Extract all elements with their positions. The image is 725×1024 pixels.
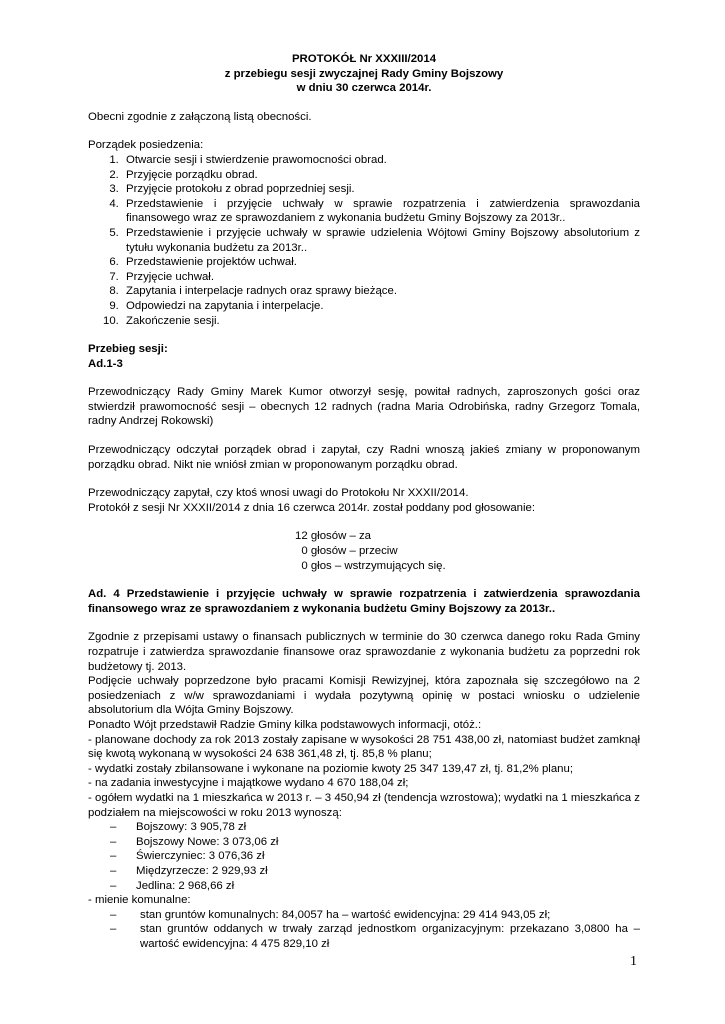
ad4-paragraph-commission: Podjęcie uchwały poprzedzone było pracami Komisji Rewizyjnej, która zapoznała się szczegółowo na 2 posiedzeniach z w/w sprawozdaniami i wydała pozytywną opinię w postaci wniosku o udzielenie absolutorium dla Wójta Gminy Bojszowy. [88,675,640,717]
ad4-investments: - na zadania inwestycyjne i majątkowe wydano 4 670 188,04 zł; [88,777,409,790]
property-list [88,908,640,952]
agenda-item: 6. Przedstawienie projektów uchwał. [122,255,640,270]
vote-against: 0 głosów – przeciw [295,545,398,558]
list-item: – Bojszowy Nowe: 3 073,06 zł [110,835,279,848]
vote-results [295,529,640,573]
agenda-item: 7. Przyjęcie uchwał. [122,270,640,285]
agenda-item: 9. Odpowiedzi na zapytania i interpelacje. [122,299,640,314]
ad4-paragraph-info: Ponadto Wójt przedstawił Radzie Gminy kilka podstawowych informacji, otóż.: [88,718,482,731]
document-page [88,52,640,951]
agenda-item: 5. Przedstawienie i przyjęcie uchwały w sprawie udzielenia Wójtowi Gminy Bojszowy absolutorium z tytułu wykonania budżetu za 2013r.. [122,226,640,255]
course-paragraph-agenda: Przewodniczący odczytał porządek obrad i zapytał, czy Radni wnoszą jakieś zmiany w proponowanym porządku obrad. Nikt nie wniósł zmian w proponowanym porządku obrad. [88,444,640,471]
ad4-paragraph-law: Zgodnie z przepisami ustawy o finansach publicznych w terminie do 30 czerwca danego roku Rada Gminy rozpatruje i zatwierdza sprawozdanie finansowe oraz sprawozdanie z wykonania budżetu za poprzedni rok budżetowy tj. 2013. [88,631,640,673]
list-item: – stan gruntów oddanych w trwały zarząd jednostkom organizacyjnym: przekazano 3,0800 ha – wartość ewidencyjna: 4 475 829,10 zł [110,923,640,950]
agenda-item: 10. Zakończenie sesji. [122,314,640,329]
list-item: – Międzyrzecze: 2 929,93 zł [110,864,268,877]
ad4-title: Ad. 4 Przedstawienie i przyjęcie uchwały w sprawie rozpatrzenia i zatwierdzenia sprawozdania finansowego wraz ze sprawozdaniem z wykonania budżetu Gminy Bojszowy za 2013r.. [88,588,640,615]
ad4-property: - mienie komunalne: [88,894,191,907]
agenda-item: 4. Przedstawienie i przyjęcie uchwały w sprawie rozpatrzenia i zatwierdzenia sprawozdania finansowego wraz ze sprawozdaniem z wykonania budżetu Gminy Bojszowy za 2013r.. [122,197,640,226]
course-paragraph-remarks: Przewodniczący zapytał, czy ktoś wnosi uwagi do Protokołu Nr XXXII/2014. [88,487,469,500]
page-number: 1 [630,954,637,969]
ad4-expenses: - wydatki zostały zbilansowane i wykonane na poziomie kwoty 25 347 139,47 zł, tj. 81,2% planu; [88,762,574,775]
presence-note: Obecni zgodnie z załączoną listą obecności. [88,110,312,123]
protocol-subtitle: z przebiegu sesji zwyczajnej Rady Gminy Bojszowy [224,67,504,80]
agenda-item: 8. Zapytania i interpelacje radnych oraz sprawy bieżące. [122,284,640,299]
course-paragraph-vote: Protokół z sesji Nr XXXII/2014 z dnia 16 czerwca 2014r. został poddany pod głosowanie: [88,501,536,514]
agenda-list [88,153,640,328]
agenda-item: 1. Otwarcie sesji i stwierdzenie prawomocności obrad. [122,153,640,168]
list-item: – Jedlina: 2 968,66 zł [110,879,235,892]
agenda-item: 3. Przyjęcie protokołu z obrad poprzedniej sesji. [122,182,640,197]
vote-abstain: 0 głos – wstrzymujących się. [295,559,446,572]
list-item: – Świerczyniec: 3 076,36 zł [110,850,265,863]
agenda-title: Porządek posiedzenia: [88,139,204,152]
ad4-per-capita: - ogółem wydatki na 1 mieszkańca w 2013 r. – 3 450,94 zł (tendencja wzrostowa); wydatki na 1 mieszkańca z podziałem na miejscowości w roku 2013 wynoszą: [88,791,640,819]
list-item: – Bojszowy: 3 905,78 zł [110,821,247,834]
village-expenses-list [88,820,640,893]
protocol-date: w dniu 30 czerwca 2014r. [296,82,432,95]
ad4-income: - planowane dochody za rok 2013 zostały zapisane w wysokości 28 751 438,00 zł, natomiast budżet zamknął się kwotą wykonaną w wysokości 24 638 361,48 zł, tj. 85,8 % planu; [88,733,640,761]
course-title: Przebieg sesji: [88,343,168,356]
vote-for: 12 głosów – za [295,530,371,543]
protocol-title: PROTOKÓŁ Nr XXXIII/2014 [291,53,437,65]
course-subtitle: Ad.1-3 [88,357,123,370]
list-item: – stan gruntów komunalnych: 84,0057 ha – wartość ewidencyjna: 29 414 943,05 zł; [110,908,551,921]
course-paragraph-opening: Przewodniczący Rady Gminy Marek Kumor otworzył sesję, powitał radnych, zaproszonych gości oraz stwierdził prawomocność sesji – obecnych 12 radnych (radna Maria Odrobińska, radny Grzegorz Tomala, radny Andrzej Rokowski) [88,386,640,428]
agenda-item: 2. Przyjęcie porządku obrad. [122,168,640,183]
